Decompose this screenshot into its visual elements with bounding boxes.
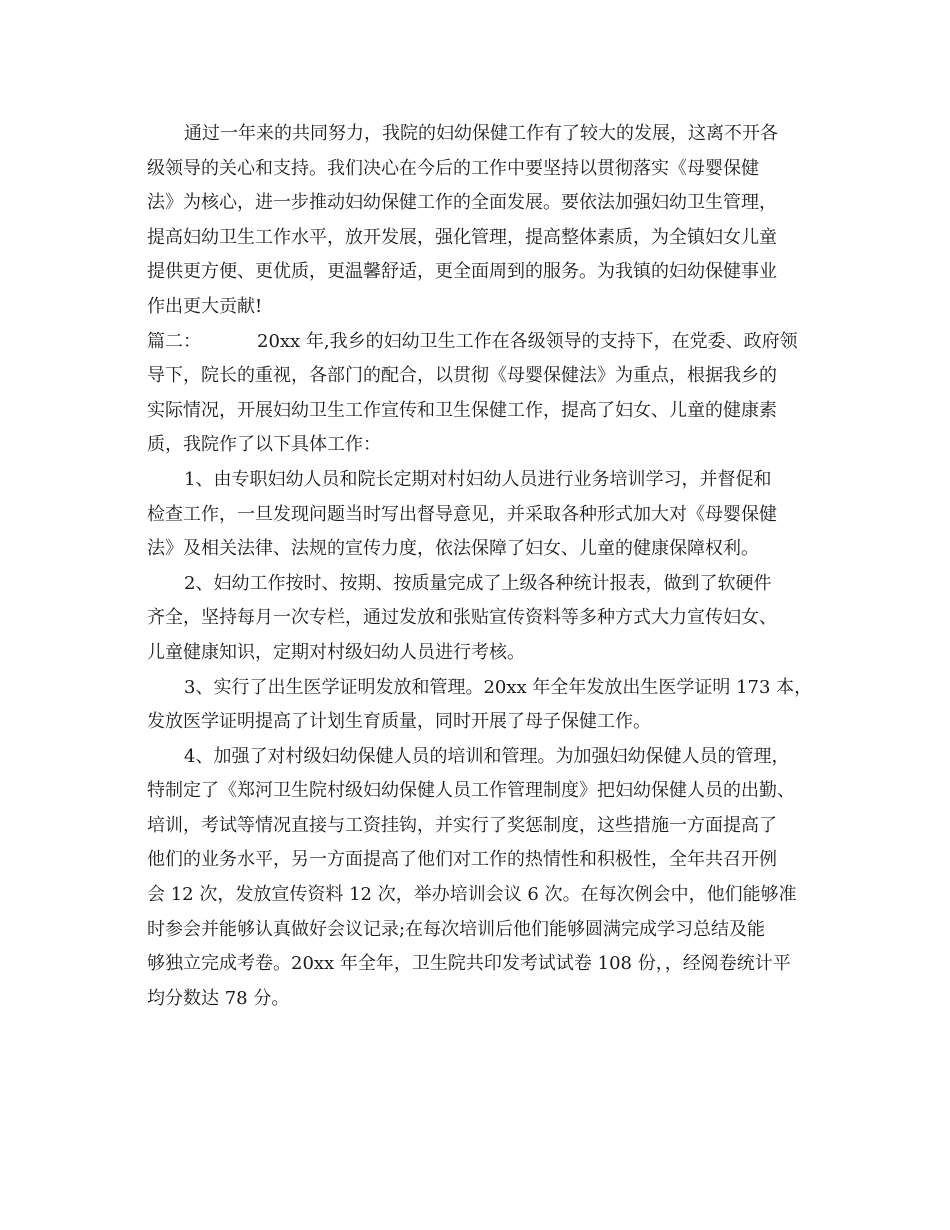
paragraph-line: 均分数达 78 分。 [147,987,290,1009]
paragraph-line: 检查工作，一旦发现问题当时写出督导意见，并采取各种形式加大对《母婴保健 [147,503,777,525]
paragraph-line: 通过一年来的共同努力，我院的妇幼保健工作有了较大的发展，这离不开各 [184,123,778,144]
section-heading-line [147,325,812,360]
paragraph-line: 20xx 年,我乡的妇幼卫生工作在各级领导的支持下，在党委、政府领 [257,330,798,352]
section-label: 篇二： [147,330,201,352]
paragraph-line: 够独立完成考卷。20xx 年全年，卫生院共印发考试试卷 108 份，，经阅卷统计平 [147,953,791,975]
paragraph-line: 培训，考试等情况直接与工资挂钩，并实行了奖惩制度，这些措施一方面提高了 [147,814,777,836]
paragraph-line: 发放医学证明提高了计划生育质量，同时开展了母子保健工作。 [147,711,651,733]
paragraph-line: 3、实行了出生医学证明发放和管理。20xx 年全年发放出生医学证明 173 本， [184,676,813,698]
paragraph-line: 时参会并能够认真做好会议记录;在每次培训后他们能够圆满完成学习总结及能 [147,918,766,940]
paragraph-line: 齐全，坚持每月一次专栏，通过发放和张贴宣传资料等多种方式大力宣传妇女、 [147,607,777,629]
paragraph-line: 级领导的关心和支持。我们决心在今后的工作中要坚持以贯彻落实《母婴保健 [147,157,759,179]
paragraph-line: 4、加强了对村级妇幼保健人员的培训和管理。为加强妇幼保健人员的管理， [184,745,790,767]
paragraph-line: 实际情况，开展妇幼卫生工作宣传和卫生保健工作，提高了妇女、儿童的健康素 [147,399,777,421]
paragraph-line: 2、妇幼工作按时、按期、按质量完成了上级各种统计报表，做到了软硬件 [184,572,772,594]
paragraph-line: 质，我院作了以下具体工作： [147,434,381,456]
paragraph-line: 提高妇幼卫生工作水平，放开发展，强化管理，提高整体素质，为全镇妇女儿童 [147,226,777,248]
document-body [147,117,812,1016]
paragraph-line: 作出更大贡献! [147,295,263,317]
paragraph-line: 特制定了《郑河卫生院村级妇幼保健人员工作管理制度》把妇幼保健人员的出勤、 [147,780,795,802]
paragraph-line: 1、由专职妇幼人员和院长定期对村妇幼人员进行业务培训学习，并督促和 [184,468,772,490]
paragraph-line: 提供更方便、更优质，更温馨舒适，更全面周到的服务。为我镇的妇幼保健事业 [147,261,777,283]
paragraph-line: 法》及相关法律、法规的宣传力度，依法保障了妇女、儿童的健康保障权利。 [147,538,759,560]
paragraph-line: 会 12 次，发放宣传资料 12 次，举办培训会议 6 次。在每次例会中，他们能够准 [147,884,797,906]
paragraph-line: 导下，院长的重视，各部门的配合，以贯彻《母婴保健法》为重点，根据我乡的 [147,365,777,387]
paragraph-line: 他们的业务水平，另一方面提高了他们对工作的热情性和积极性，全年共召开例 [147,849,777,871]
paragraph-line: 儿童健康知识，定期对村级妇幼人员进行考核。 [147,641,525,663]
paragraph-line: 法》为核心，进一步推动妇幼保健工作的全面发展。要依法加强妇幼卫生管理， [147,192,777,214]
